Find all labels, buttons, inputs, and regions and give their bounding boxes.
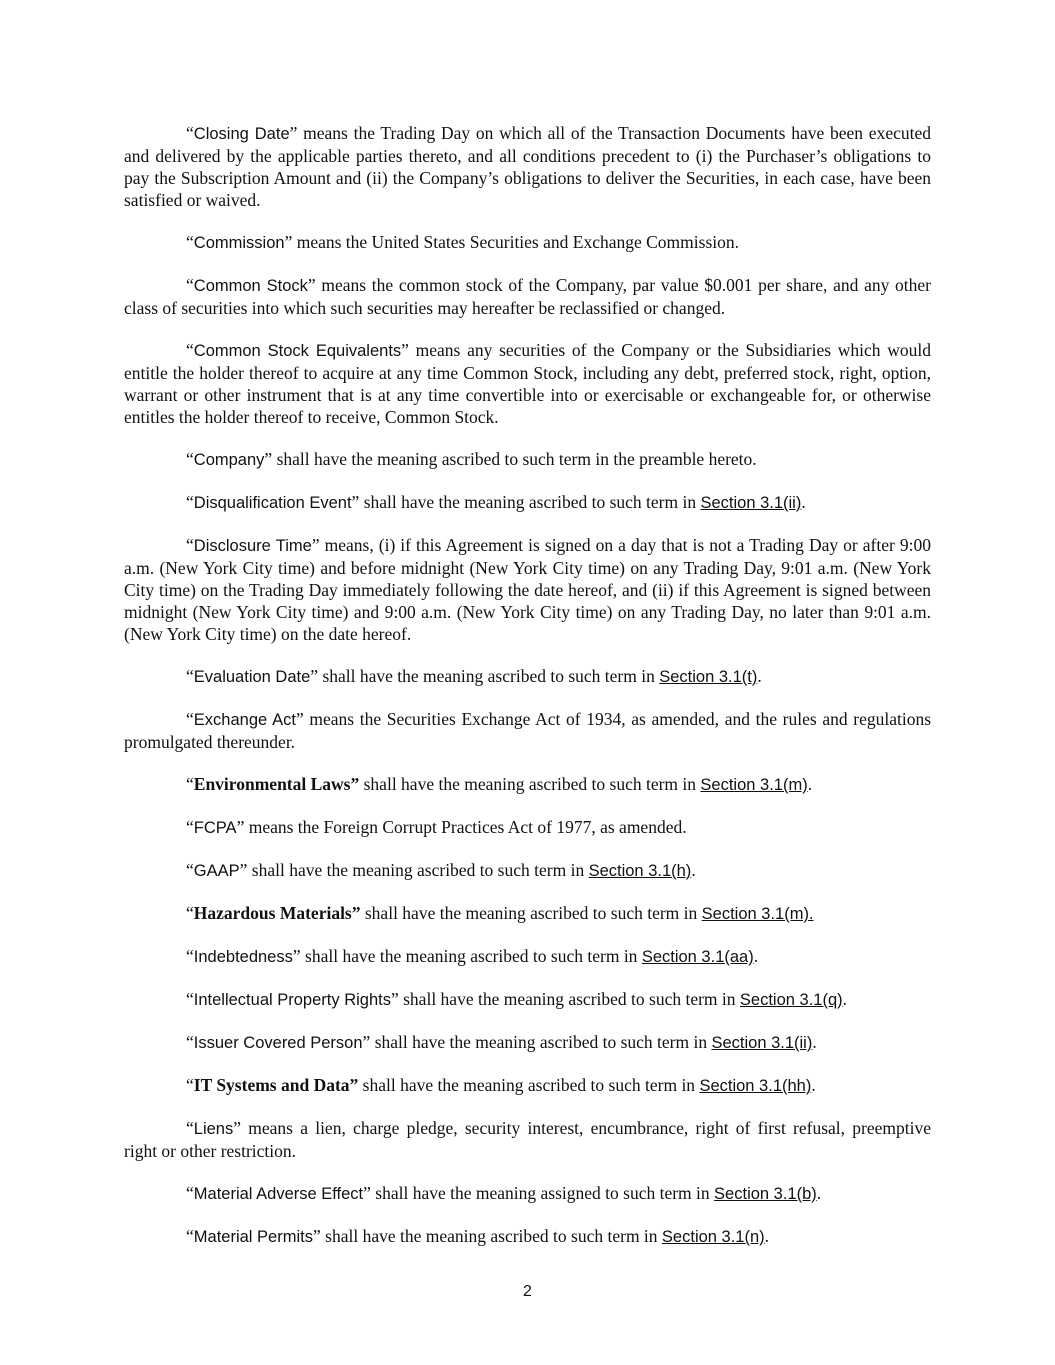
definition-paragraph: “GAAP” shall have the meaning ascribed to such term in Section 3.1(h). bbox=[186, 860, 696, 880]
definition-text: shall have the meaning ascribed to such term in bbox=[318, 666, 660, 686]
definition-text: means the United States Securities and Exchange Commission. bbox=[292, 232, 739, 252]
definition-paragraph: “Closing Date” means the Trading Day on which all of the Transaction Documents have been executed and delivered by the applicable parties thereto, and all conditions precedent to (i) the Purchaser’s obligations to pay the Subscription Amount and (ii) the Company’s obligations to deliver the Securities, in each case, have been satisfied or waived. bbox=[124, 123, 931, 210]
definition-text: shall have the meaning ascribed to such term in bbox=[360, 903, 702, 923]
defined-term: Common Stock Equivalents bbox=[193, 342, 402, 360]
definition-paragraph: “Indebtedness” shall have the meaning ascribed to such term in Section 3.1(aa). bbox=[186, 946, 759, 966]
definition-tail: . bbox=[757, 666, 762, 686]
definition-text: shall have the meaning ascribed to such term in bbox=[247, 860, 589, 880]
definition-paragraph: “Common Stock” means the common stock of the Company, par value $0.001 per share, and any other class of securities into which such securities may hereafter be reclassified or changed. bbox=[124, 275, 931, 318]
definition-text: shall have the meaning ascribed to such term in the preamble hereto. bbox=[272, 449, 757, 469]
defined-term: Exchange Act bbox=[193, 711, 296, 729]
section-reference-link[interactable]: Section 3.1(m). bbox=[701, 905, 814, 923]
definition-text: means the common stock of the Company, par value $0.001 per share, and any other class of securities into which such securities may hereafter be reclassified or changed. bbox=[124, 275, 931, 318]
definition-tail: . bbox=[812, 1032, 817, 1052]
section-reference-link[interactable]: Section 3.1(ii) bbox=[700, 494, 802, 512]
definition-text: shall have the meaning ascribed to such term in bbox=[370, 1032, 712, 1052]
definition-paragraph: “Hazardous Materials” shall have the meaning ascribed to such term in Section 3.1(m). bbox=[186, 903, 814, 923]
defined-term: Material Adverse Effect bbox=[193, 1185, 364, 1203]
defined-term: Material Permits bbox=[193, 1228, 313, 1246]
defined-term: Disclosure Time bbox=[193, 537, 312, 555]
definition-paragraph: “Common Stock Equivalents” means any securities of the Company or the Subsidiaries which would entitle the holder thereof to acquire at any time Common Stock, including any debt, preferred stock, right, option, warrant or other instrument that is at any time convertible into or exercisable or exchangeable for, or otherwise entitles the holder thereof to receive, Common Stock. bbox=[124, 340, 931, 427]
defined-term: Closing Date bbox=[193, 125, 290, 143]
section-reference-link[interactable]: Section 3.1(aa) bbox=[641, 948, 754, 966]
defined-term: GAAP bbox=[193, 862, 240, 880]
defined-term: Company bbox=[193, 451, 265, 469]
defined-term: Common Stock bbox=[193, 277, 308, 295]
defined-term: Commission bbox=[193, 234, 285, 252]
definition-text: shall have the meaning ascribed to such term in bbox=[320, 1226, 662, 1246]
section-reference-link[interactable]: Section 3.1(n) bbox=[661, 1228, 765, 1246]
defined-term: FCPA bbox=[193, 819, 237, 837]
section-reference-link[interactable]: Section 3.1(ii) bbox=[711, 1034, 813, 1052]
definition-text: means a lien, charge pledge, security interest, encumbrance, right of first refusal, preemptive right or other restriction. bbox=[124, 1118, 931, 1161]
definition-paragraph: “Disqualification Event” shall have the meaning ascribed to such term in Section 3.1(ii). bbox=[186, 492, 806, 512]
defined-term: Evaluation Date bbox=[193, 668, 311, 686]
definition-paragraph: “IT Systems and Data” shall have the meaning ascribed to such term in Section 3.1(hh). bbox=[186, 1075, 816, 1095]
definition-paragraph: “Intellectual Property Rights” shall have the meaning ascribed to such term in Section 3.1(q). bbox=[186, 989, 848, 1009]
section-reference-link[interactable]: Section 3.1(hh) bbox=[699, 1077, 812, 1095]
definition-text: shall have the meaning ascribed to such term in bbox=[358, 1075, 700, 1095]
definition-text: shall have the meaning assigned to such term in bbox=[370, 1183, 715, 1203]
defined-term: Indebtedness bbox=[193, 948, 293, 966]
definition-text: shall have the meaning ascribed to such term in bbox=[359, 774, 701, 794]
section-reference-link[interactable]: Section 3.1(q) bbox=[739, 991, 843, 1009]
definition-tail: . bbox=[816, 1183, 822, 1203]
definition-paragraph: “Environmental Laws” shall have the meaning ascribed to such term in Section 3.1(m). bbox=[186, 774, 813, 794]
definition-text: shall have the meaning ascribed to such term in bbox=[398, 989, 740, 1009]
section-reference-link[interactable]: Section 3.1(t) bbox=[659, 668, 758, 686]
definition-tail: . bbox=[691, 860, 696, 880]
defined-term: IT Systems and Data bbox=[193, 1075, 350, 1095]
definition-paragraph: “Issuer Covered Person” shall have the meaning ascribed to such term in Section 3.1(ii). bbox=[186, 1032, 817, 1052]
definition-text: shall have the meaning ascribed to such term in bbox=[300, 946, 642, 966]
defined-term: Liens bbox=[193, 1120, 234, 1138]
defined-term: Environmental Laws bbox=[193, 774, 351, 794]
definition-text: means the Securities Exchange Act of 1934, as amended, and the rules and regulations promulgated thereunder. bbox=[124, 709, 931, 752]
definition-text: means the Foreign Corrupt Practices Act of 1977, as amended. bbox=[244, 817, 687, 837]
definition-paragraph: “Company” shall have the meaning ascribed to such term in the preamble hereto. bbox=[186, 449, 757, 469]
defined-term: Issuer Covered Person bbox=[193, 1034, 363, 1052]
definition-paragraph: “Disclosure Time” means, (i) if this Agreement is signed on a day that is not a Trading Day or after 9:00 a.m. (New York City time) and before midnight (New York City time) on any Trading Day, 9:01 a.m. (New York City time) on the Trading Day immediately following the date hereof, and (ii) if this Agreement is signed between midnight (New York City time) and 9:00 a.m. (New York City time) on any Trading Day, no later than 9:01 a.m. (New York City time) on the date hereof. bbox=[124, 535, 931, 644]
definition-tail: . bbox=[807, 774, 813, 794]
definition-tail: . bbox=[811, 1075, 816, 1095]
definition-tail: . bbox=[753, 946, 759, 966]
definition-paragraph: “Commission” means the United States Securities and Exchange Commission. bbox=[186, 232, 739, 252]
defined-term: Hazardous Materials bbox=[193, 903, 352, 923]
definition-tail: . bbox=[842, 989, 848, 1009]
definition-text: means the Trading Day on which all of the Transaction Documents have been executed and delivered by the applicable parties thereto, and all conditions precedent to (i) the Purchaser’s obligations to pay the Subscription Amount and (ii) the Company’s obligations to deliver the Securities, in each case, have been satisfied or waived. bbox=[124, 123, 931, 210]
definition-text: shall have the meaning ascribed to such term in bbox=[359, 492, 701, 512]
page-number: 2 bbox=[523, 1283, 532, 1300]
section-reference-link[interactable]: Section 3.1(b) bbox=[714, 1185, 817, 1203]
section-reference-link[interactable]: Section 3.1(h) bbox=[588, 862, 692, 880]
definition-paragraph: “Material Adverse Effect” shall have the meaning assigned to such term in Section 3.1(b). bbox=[186, 1183, 822, 1203]
defined-term: Disqualification Event bbox=[193, 494, 352, 512]
definition-paragraph: “Material Permits” shall have the meaning ascribed to such term in Section 3.1(n). bbox=[186, 1226, 770, 1246]
definition-paragraph: “Liens” means a lien, charge pledge, security interest, encumbrance, right of first refusal, preemptive right or other restriction. bbox=[124, 1118, 931, 1161]
definition-text: means any securities of the Company or the Subsidiaries which would entitle the holder thereof to acquire at any time Common Stock, including any debt, preferred stock, right, option, warrant or other instrument that is at any time convertible into or exercisable or exchangeable for, or otherwise entitles the holder thereof to receive, Common Stock. bbox=[124, 340, 931, 427]
definition-tail: . bbox=[801, 492, 806, 512]
definition-tail: . bbox=[764, 1226, 770, 1246]
definition-text: means, (i) if this Agreement is signed on a day that is not a Trading Day or after 9:00 a.m. (New York City time) and before midnight (New York City time) on any Trading Day, 9:01 a.m. (New York City time) on the Trading Day immediately following the date hereof, and (ii) if this Agreement is signed between midnight (New York City time) and 9:00 a.m. (New York City time) on any Trading Day, no later than 9:01 a.m. (New York City time) on the date hereof. bbox=[124, 535, 931, 644]
definition-paragraph: “Exchange Act” means the Securities Exchange Act of 1934, as amended, and the rules and regulations promulgated thereunder. bbox=[124, 709, 931, 752]
defined-term: Intellectual Property Rights bbox=[193, 991, 391, 1009]
document-body bbox=[124, 122, 931, 1268]
section-reference-link[interactable]: Section 3.1(m) bbox=[700, 776, 808, 794]
definition-paragraph: “FCPA” means the Foreign Corrupt Practices Act of 1977, as amended. bbox=[186, 817, 687, 837]
definition-paragraph: “Evaluation Date” shall have the meaning ascribed to such term in Section 3.1(t). bbox=[186, 666, 762, 686]
